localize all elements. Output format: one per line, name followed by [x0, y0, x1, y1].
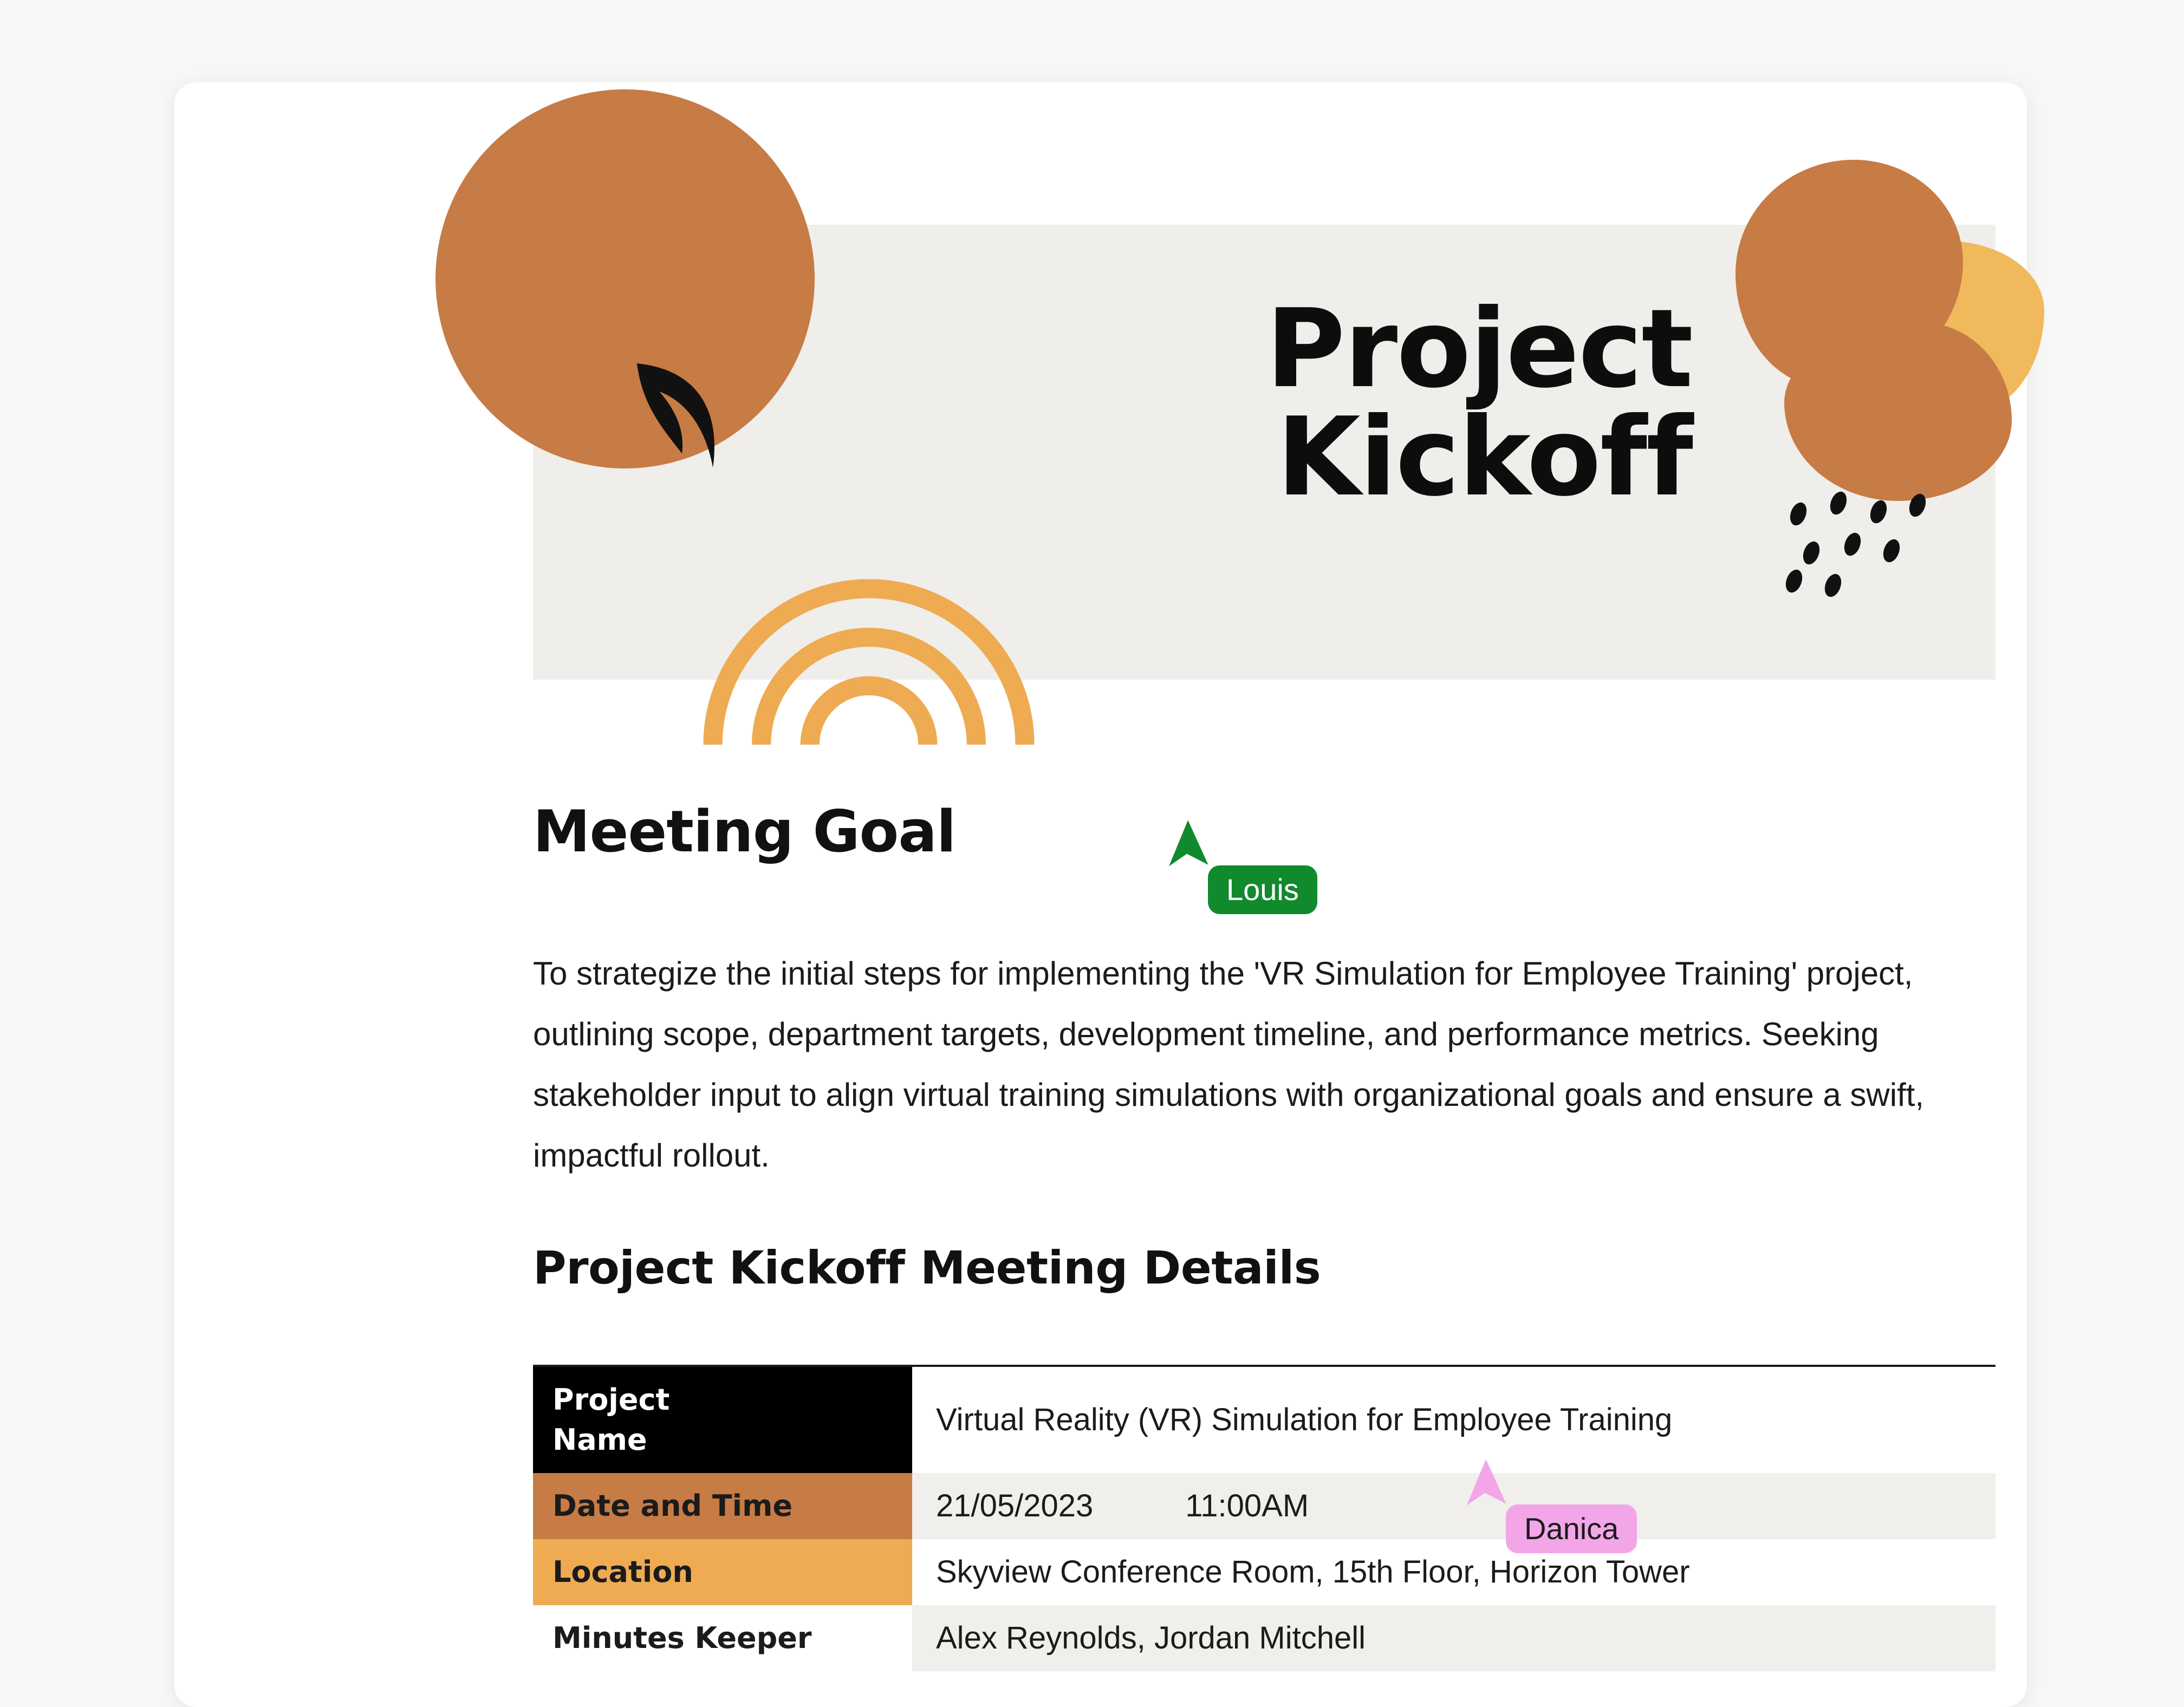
table-row-label: Date and Time [533, 1473, 912, 1539]
cursor-pointer-icon [1166, 824, 1214, 884]
table-row-label-line-1: Project [552, 1383, 670, 1417]
banner-blob-orange-bottom-icon [1784, 322, 2012, 501]
cursor-pointer-icon [1464, 1463, 1512, 1523]
collaborator-cursor-louis [1166, 824, 1299, 907]
meeting-time-value: 11:00AM [1185, 1488, 1309, 1523]
meeting-details-heading: Project Kickoff Meeting Details [533, 1241, 1321, 1294]
table-row [533, 1539, 1995, 1605]
table-row [533, 1605, 1995, 1671]
banner-title-line-1: Project [1266, 286, 1692, 412]
meeting-date-value: 21/05/2023 [936, 1488, 1094, 1523]
table-row-label: Minutes Keeper [533, 1605, 912, 1671]
table-row [533, 1367, 1995, 1473]
table-row-value: Virtual Reality (VR) Simulation for Employee Training [912, 1367, 1995, 1473]
document-banner [533, 225, 1995, 680]
table-row-label-line-2: Name [552, 1423, 647, 1457]
table-row-value: Skyview Conference Room, 15th Floor, Horizon Tower [912, 1539, 1995, 1605]
document-card [174, 82, 2027, 1707]
table-row-value [912, 1473, 1995, 1539]
table-row-label [533, 1367, 912, 1473]
meeting-details-table [533, 1365, 1995, 1671]
dot-speckles-icon [1779, 490, 1941, 593]
banner-title [533, 286, 1692, 520]
collaborator-name-label: Louis [1208, 865, 1317, 914]
meeting-goal-paragraph: To strategize the initial steps for implementing the 'VR Simulation for Employee Training' project, outlining scope, department targets, development timeline, and performance metrics. Seeking stakeholder input to align virtual training simulations with organizational goals and ensure a swift, impactful rollout. [533, 955, 1925, 1174]
table-row [533, 1473, 1995, 1539]
table-row-label: Location [533, 1539, 912, 1605]
collaborator-cursor-danica [1464, 1463, 1619, 1546]
banner-title-line-2: Kickoff [1276, 394, 1692, 520]
rainbow-arcs-icon [696, 571, 1042, 745]
meeting-goal-heading: Meeting Goal [533, 798, 956, 865]
collaborator-name-label: Danica [1506, 1504, 1637, 1553]
table-row-value: Alex Reynolds, Jordan Mitchell [912, 1605, 1995, 1671]
